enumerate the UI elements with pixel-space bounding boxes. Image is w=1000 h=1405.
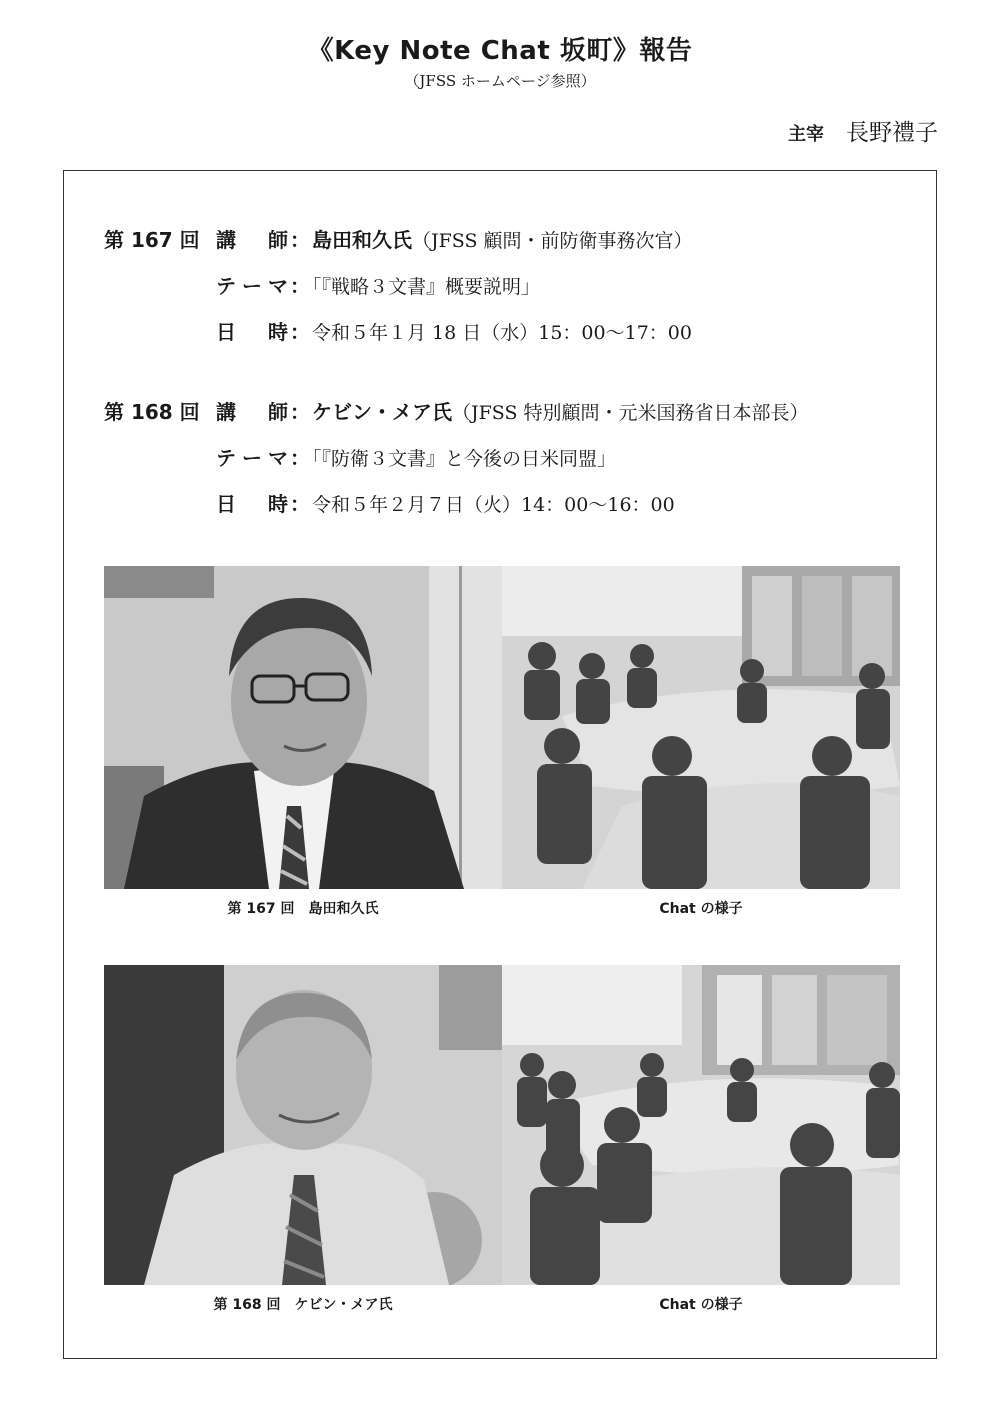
colon: ： xyxy=(290,228,310,252)
session-168-speaker-row xyxy=(104,398,809,427)
speaker-name: 島田和久氏 xyxy=(312,228,412,252)
speaker-name: ケビン・メア氏 xyxy=(312,400,452,424)
page-subtitle: （JFSS ホームページ参照） xyxy=(404,72,596,90)
organizer xyxy=(788,114,938,147)
session-167-speaker-row xyxy=(104,226,693,255)
speaker-label: 講 師 xyxy=(216,400,288,424)
colon: ： xyxy=(290,446,310,470)
date-label: 日 時 xyxy=(216,320,288,344)
theme-value: 「『防衛３文書』と今後の日米同盟」 xyxy=(312,448,617,470)
session-168-theme-row xyxy=(104,444,616,473)
session-168-date-row xyxy=(104,490,675,519)
theme-label: テーマ xyxy=(216,446,288,470)
theme-value: 「『戦略３文書』概要説明」 xyxy=(312,276,541,298)
session-number: 第 168 回 xyxy=(104,400,200,424)
date-label: 日 時 xyxy=(216,492,288,516)
colon: ： xyxy=(290,274,310,298)
organizer-role: 主宰 xyxy=(788,124,824,145)
speaker-167-photo xyxy=(104,566,502,889)
date-value: 令和５年１月 18 日（水）15：00〜17：00 xyxy=(312,322,692,344)
theme-label: テーマ xyxy=(216,274,288,298)
page-title: 《Key Note Chat 坂町》報告 xyxy=(307,36,693,66)
speaker-title: （JFSS 顧問・前防衛事務次官） xyxy=(412,230,693,252)
chat-167-photo xyxy=(502,566,900,889)
chat-168-photo xyxy=(502,965,900,1285)
speaker-168-photo xyxy=(104,965,502,1285)
session-167-theme-row xyxy=(104,272,540,301)
chat-168-caption: Chat の様子 xyxy=(659,1297,743,1313)
speaker-167-caption: 第 167 回 島田和久氏 xyxy=(227,901,379,917)
colon: ： xyxy=(290,400,310,424)
speaker-168-caption: 第 168 回 ケビン・メア氏 xyxy=(213,1297,393,1313)
colon: ： xyxy=(290,492,310,516)
organizer-name: 長野禮子 xyxy=(846,120,938,146)
speaker-title: （JFSS 特別顧問・元米国務省日本部長） xyxy=(452,402,809,424)
chat-167-caption: Chat の様子 xyxy=(659,901,743,917)
colon: ： xyxy=(290,320,310,344)
session-number: 第 167 回 xyxy=(104,228,200,252)
speaker-label: 講 師 xyxy=(216,228,288,252)
session-167-date-row xyxy=(104,318,692,347)
date-value: 令和５年２月７日（火）14：00〜16：00 xyxy=(312,494,675,516)
